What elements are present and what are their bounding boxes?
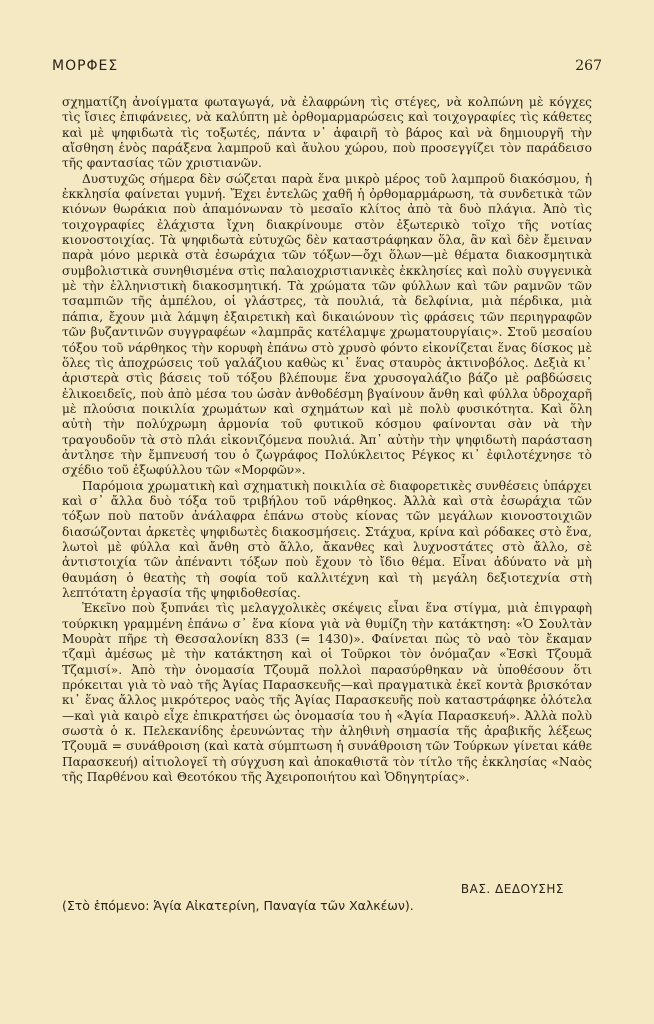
running-title: ΜΟΡΦΕΣ [52,58,119,74]
author-signature: ΒΑΣ. ΔΕΔΟΥΣΗΣ [460,882,564,896]
paragraph-2: Δυστυχῶς σήμερα δὲν σώζεται παρὰ ἕνα μικρὸ μέρος τοῦ λαμπροῦ διακόσμου, ἡ ἐκκλησία φαίνεται γυμνή. Ἔχει ἐντελῶς χαθῆ ἡ ὀρθομαρμάρωση, τὰ συνδετικὰ τῶν κιόνων θωράκια ποὺ ἀπαμόνωναν τὸ μεσαῖο κλίτος ἀπὸ τὰ δυὸ πλάγια. Ἀπὸ τὶς τοιχογραφίες ἐλάχιστα ἴχνη διακρίνουμε στὸν ἐξωτερικὸ τοῖχο τῆς νοτίας κιονοστοιχίας. Τὰ ψηφιδωτὰ εὐτυχῶς δὲν καταστράφηκαν ὅλα, ἂν καὶ δὲν ἔμειναν παρὰ μόνο μερικὰ στὰ ἐσωράχια τῶν τόξων—ὄχι ὅλων—μὲ θέματα διακοσμητικὰ συμβολιστικὰ συνηθισμένα στὶς παλαιοχριστιανικὲς ἐκκλησίες καὶ πολὺ συγγενικὰ μὲ τὴν ἑλληνιστικὴ διακοσμητική. Τὰ χρώματα τῶν φύλλων καὶ τῶν ραμνῶν τῶν τσαμπιῶν τῆς ἀμπέλου, οἱ γλάστρες, τὰ πουλιά, τὰ δελφίνια, μιὰ πέρδικα, μιὰ πάπια, ἔχουν μιὰ λάμψη ἐξαιρετικὴ καὶ δικαιώνουν τὶς φράσεις τῶν περιηγραφῶν τῶν βυζαντινῶν συγγραφέων «λαμπρᾶς κατέλαμψε χρωματουργίαις». Στοῦ μεσαίου τόξου τοῦ νάρθηκος τὴν κορυφὴ ἐπάνω στὸ χρυσὸ φόντο εἰκονίζεται ἕνας δίσκος μὲ ὅλες τὶς ἀποχρώσεις τοῦ γαλάζιου καθὼς κι᾿ ἕνας σταυρὸς ἀκτινοβόλος. Δεξιὰ κι᾿ ἀριστερὰ στὶς βάσεις τοῦ τόξου βλέπουμε ἕνα χρυσογαλάζιο βάζο μὲ ραβδώσεις ἐλικοειδεῖς, ποὺ ἀπὸ μέσα του ὡσὰν ἀνθοδέσμη βγαίνουν ἄνθη καὶ φύλλα ὑδροχαρῆ μὲ πλούσια ποικιλία χρωμάτων καὶ σχημάτων καὶ μὲ πολὺ φυσικότητα. Καὶ ὅλη αὐτὴ τὴν πολύχρωμη ἁρμονία τοῦ φυτικοῦ κόσμου φαίνονται σὰν νὰ τὴν τραγουδοῦν τὰ στὸ πλάι εἰκονιζόμενα πουλιά. Ἀπ᾿ αὐτὴν τὴν ψηφιδωτὴ παράσταση ἀντλησε τὴν ἔμπνευσή του ὁ ζωγράφος Πολύκλειτος Ρέγκος κι᾿ ἐφιλοτέχνησε τὸ σχέδιο τοῦ ἐξωφύλλου τῶν «Μορφῶν». [62,171,592,478]
paragraph-3: Παρόμοια χρωματικὴ καὶ σχηματικὴ ποικιλία σὲ διαφορετικὲς συνθέσεις ὑπάρχει καὶ σ᾿ ἄλλα δυὸ τόξα τοῦ τριβήλου τοῦ νάρθηκος. Ἀλλὰ καὶ στὰ ἐσωράχια τῶν τόξων ποὺ πατοῦν ἀνάλαφρα ἐπάνω στοὺς κίονας τῶν μεγάλων κιονοστοιχιῶν διασώζονται ἀρκετὲς ψηφιδωτὲς διακοσμήσεις. Στάχυα, κρίνα καὶ ρόδακες στὸ ἕνα, λωτοὶ μὲ φύλλα καὶ ἄνθη στὸ ἄλλο, ἄκανθες καὶ λυχνοστάτες στὸ ἄλλο, σὲ ἀντιστοιχία τῶν ἀπέναντι τόξων ποὺ ἔχουν τὸ ἴδιο θέμα. Εἶναι ἀδύνατο νὰ μὴ θαυμάση ὁ θεατὴς τὴ σοφία τοῦ καλλιτέχνη καὶ τὴ μεγάλη δεξιοτεχνία στὴ λεπτότατη ἐργασία τῆς ψηφιδοθεσίας. [62,478,592,600]
page-number: 267 [575,58,602,74]
article-body [62,95,592,785]
paragraph-4: Ἐκεῖνο ποὺ ξυπνάει τὶς μελαγχολικὲς σκέψεις εἶναι ἕνα στίγμα, μιὰ ἐπιγραφὴ τούρκικη γραμμένη ἐπάνω σ᾿ ἕνα κίονα γιὰ νὰ θυμίζη τὴν κατάκτηση: «Ὁ Σουλτὰν Μουρὰτ πῆρε τὴ Θεσσαλονίκη 833 (= 1430)». Φαίνεται πὼς τὸ ναὸ τὸν ἔκαμαν τζαμὶ ἀμέσως μὲ τὴν κατάκτηση καὶ οἱ Τοῦρκοι τὸν ὀνόμαζαν «Ἐσκὶ Τζουμᾶ Τζαμισί». Ἀπὸ τὴν ὀνομασία Τζουμᾶ πολλοὶ παρασύρθηκαν νὰ ὑποθέσουν ὅτι πρόκειται γιὰ τὸ ναὸ τῆς Ἁγίας Παρασκευῆς—καὶ πραγματικὰ ἐκεῖ κοντὰ βρισκόταν κι᾿ ἕνας ἄλλος μικρότερος ναὸς τῆς Ἁγίας Παρασκευῆς ποὺ καταστράφηκε ὁλότελα—καὶ γιὰ καιρὸ εἶχε ἐπικρατήσει ὡς ὀνομασία του ἡ «Ἁγία Παρασκευή». Ἀλλὰ πολὺ σωστὰ ὁ κ. Πελεκανίδης ἐρευνώντας τὴν ἀληθινὴ σημασία τῆς ἀραβικῆς λέξεως Τζουμᾶ = συνάθροιση (καὶ κατὰ σύμπτωση ἡ συνάθροιση τῶν Τούρκων γίνεται κάθε Παρασκευή) αἰτιολογεῖ τὴ σύγχυση καὶ ἀποκαθιστᾶ τὸν τίτλο τῆς ἐκκλησίας «Ναὸς τῆς Παρθένου καὶ Θεοτόκου τῆς Ἀχειροποιήτου καὶ Ὁδηγητρίας». [62,601,592,785]
next-issue-note: (Στὸ ἑπόμενο: Ἁγία Αἰκατερίνη, Παναγία τῶν Χαλκέων). [62,898,414,913]
page-header [52,58,602,80]
paragraph-1: σχηματίζη ἀνοίγματα φωταγωγά, νὰ ἐλαφρώνη τὶς στέγες, νὰ κολπώνη μὲ κόγχες τὶς ἴσιες ἐπιφάνειες, νὰ καλύπτη μὲ ὀρθομαρμαρώσεις καὶ τοιχογραφίες τὶς κάθετες καὶ μὲ ψηφιδωτὰ τὶς τοξωτές, πάντα ν᾿ ἀφαιρῆ τὸ βάρος καὶ νὰ δημιουργῆ τὴν αἴσθηση ἑνὸς παράξενα λαμπροῦ καὶ ἄυλου χώρου, ποὺ προσεγγίζει τὸν παράδεισο τῆς φαντασίας τῶν χριστιανῶν. [62,95,592,171]
